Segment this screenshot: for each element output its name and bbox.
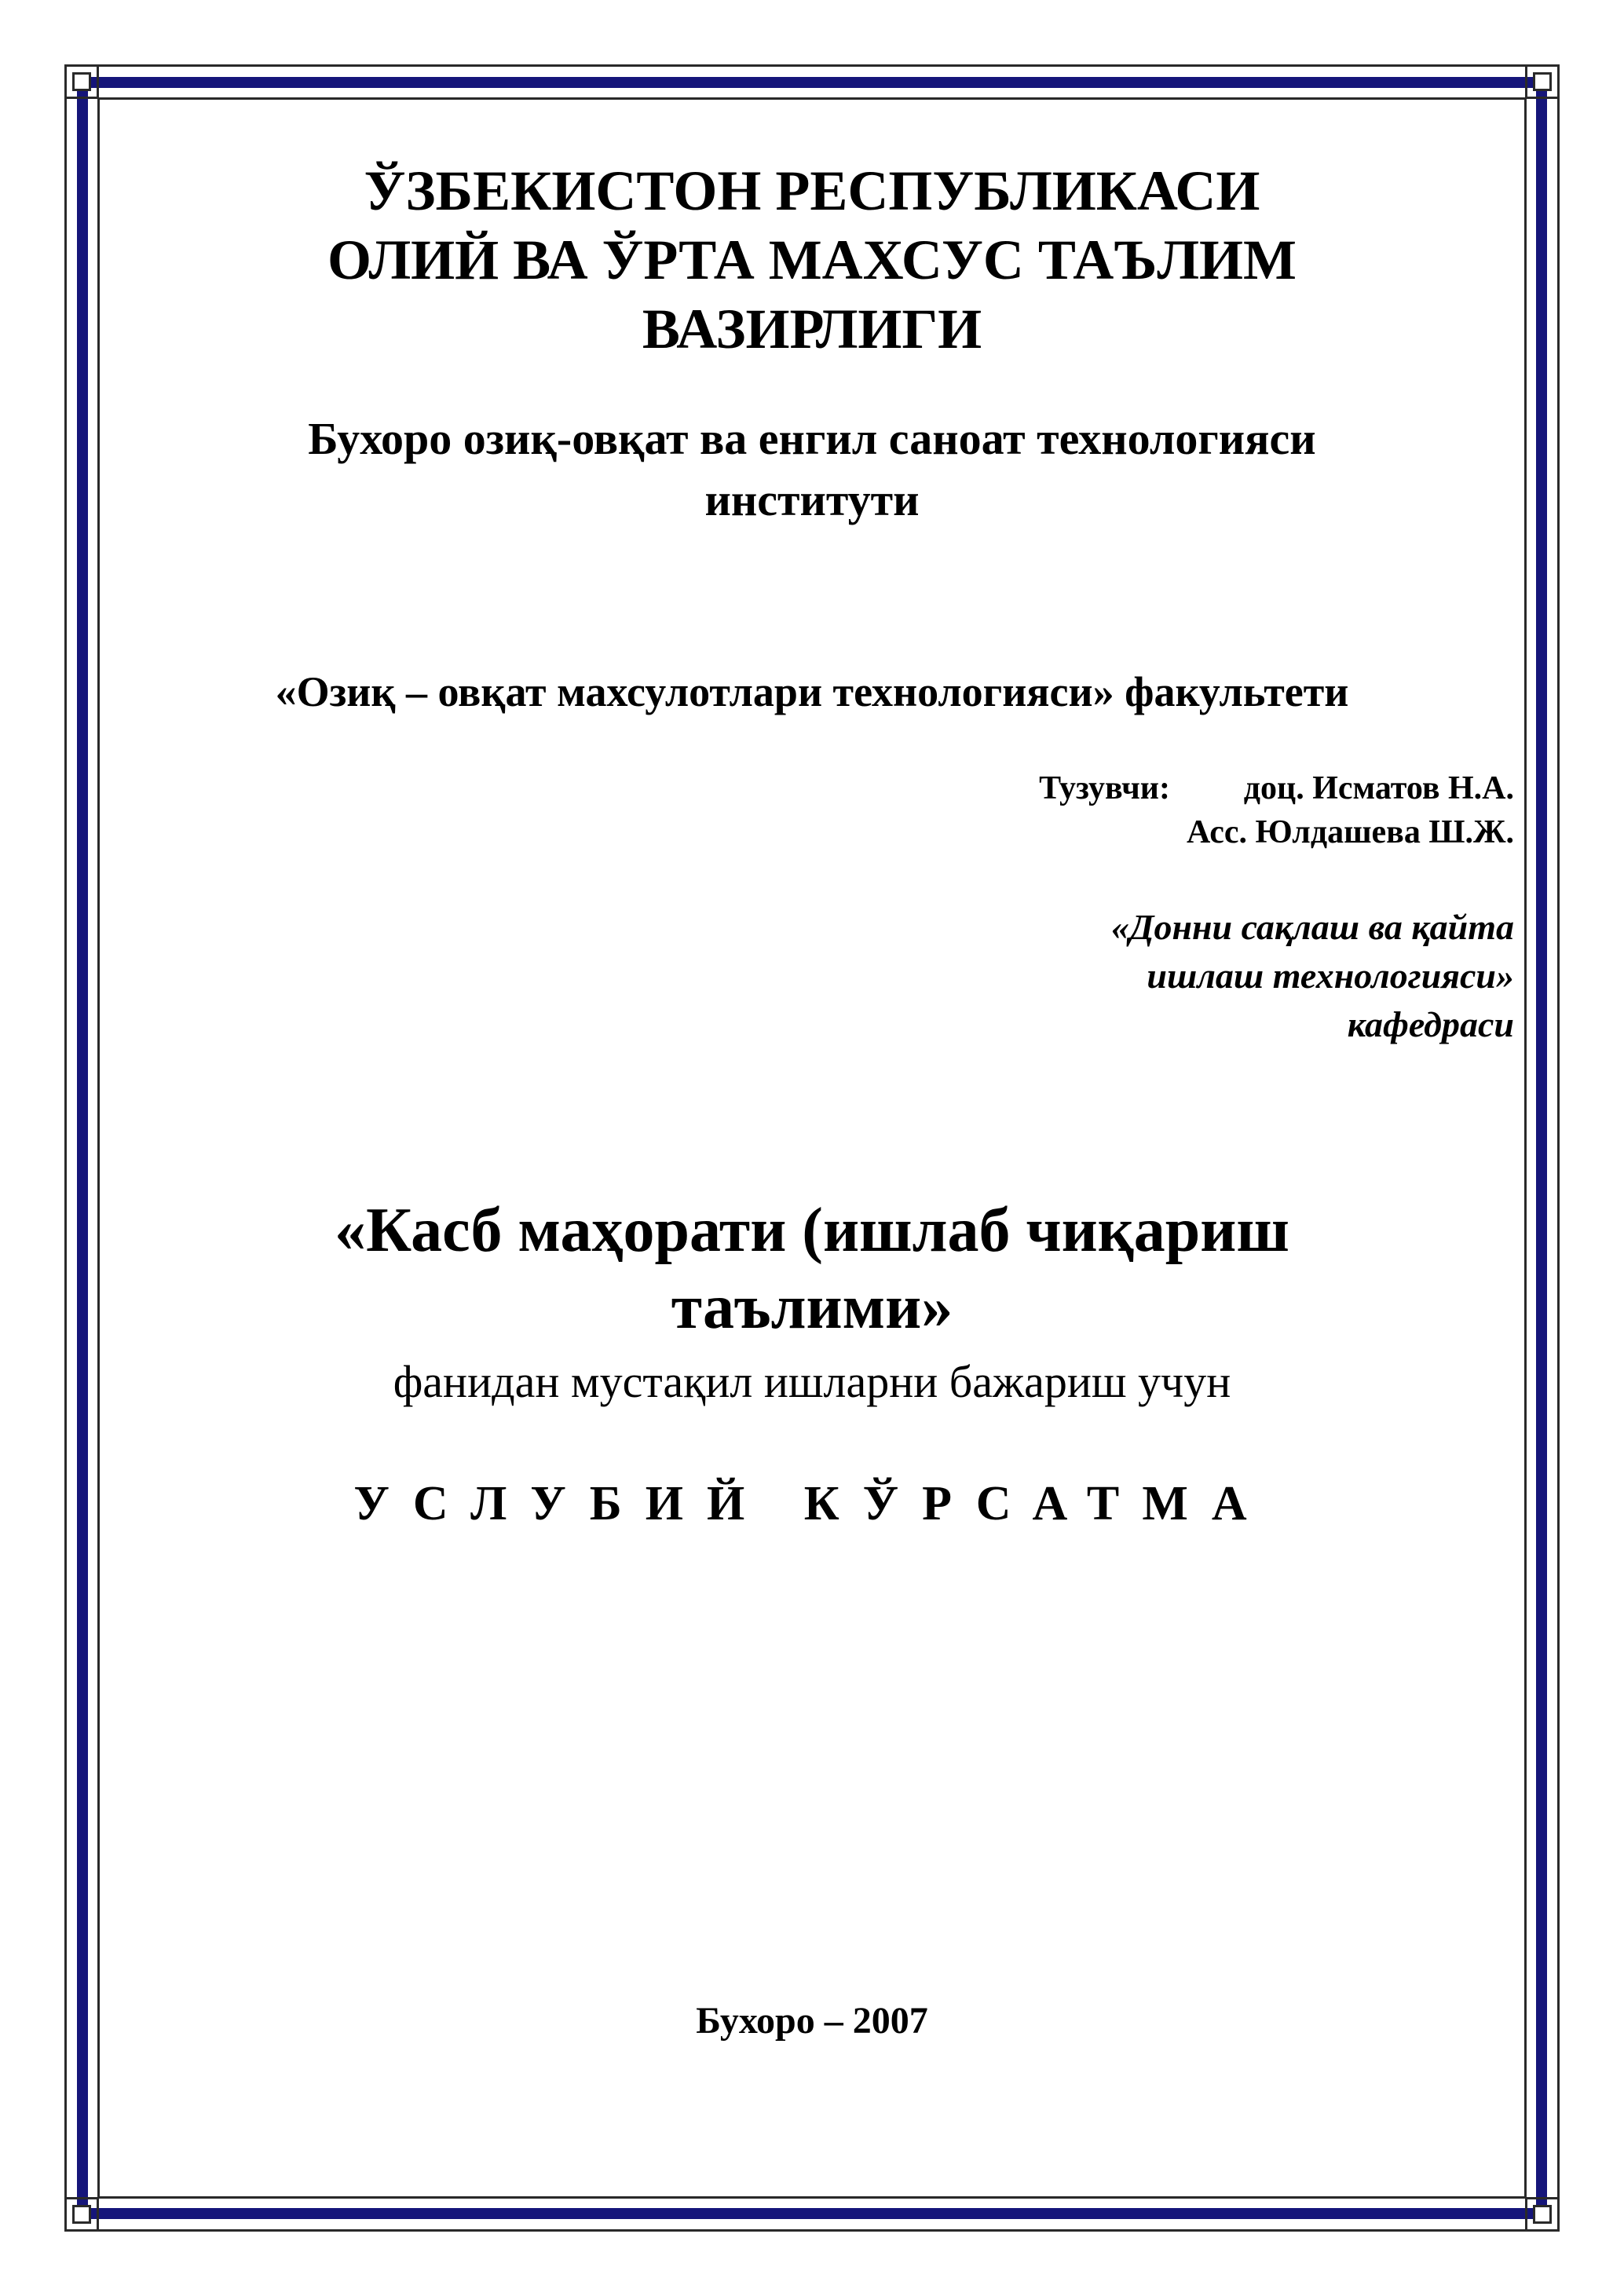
compiler-name-2: Асс. Юлдашева Ш.Ж. [1186, 814, 1514, 850]
border-corner-ornament [1525, 2197, 1560, 2232]
institute-line-2: институти [704, 474, 920, 525]
border-corner-ornament [1525, 64, 1560, 99]
course-subtitle: фанидан мустақил ишларни бажариш учун [393, 1356, 1231, 1407]
compiler-label: Тузувчи: [1039, 770, 1170, 806]
compiler-name-1: доц. Исматов Н.А. [1243, 770, 1514, 806]
course-title-line-1: «Касб маҳорати (ишлаб чиқариш [335, 1196, 1289, 1265]
department-line-2: ишлаш технологияси» [1147, 956, 1514, 996]
document-type: УСЛУБИЙ КЎРСАТМА [353, 1477, 1271, 1530]
city-year: Бухоро – 2007 [696, 2000, 928, 2042]
ministry-line-3: ВАЗИРЛИГИ [642, 298, 982, 360]
department-line-1: «Донни сақлаш ва қайта [1111, 907, 1514, 947]
faculty-name: «Озиқ – овқат махсулотлари технологияси» факультети [275, 668, 1349, 715]
institute-line-1: Бухоро озиқ-овқат ва енгил саноат технологияси [308, 413, 1316, 464]
department-line-3: кафедраси [1347, 1004, 1514, 1044]
border-corner-ornament [64, 64, 99, 99]
ministry-line-1: ЎЗБЕКИСТОН РЕСПУБЛИКАСИ [364, 159, 1260, 222]
course-title-line-2: таълими» [671, 1273, 953, 1342]
ministry-line-2: ОЛИЙ ВА ЎРТА МАХСУС ТАЪЛИМ [327, 229, 1297, 291]
border-corner-ornament [64, 2197, 99, 2232]
